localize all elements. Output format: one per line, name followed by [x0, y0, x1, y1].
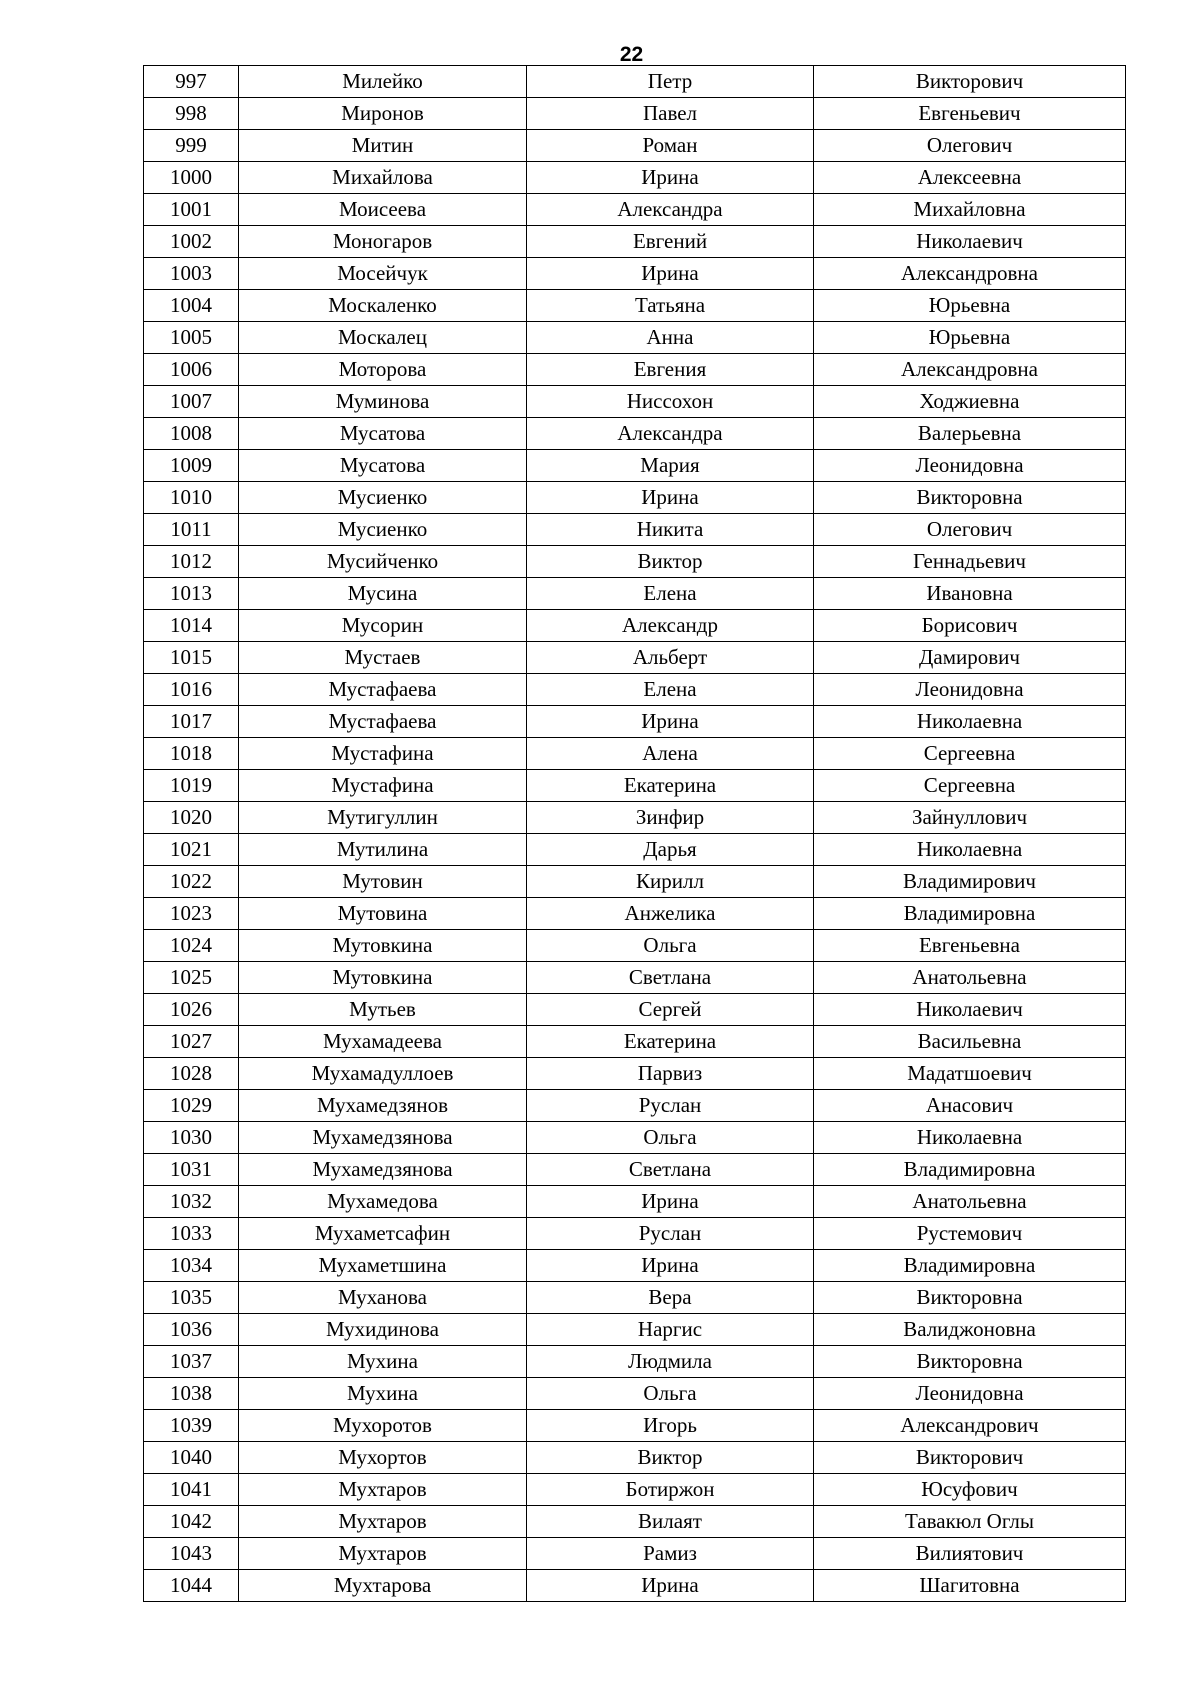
patronymic-cell: Анасович: [814, 1090, 1126, 1122]
first-name-cell: Елена: [527, 674, 814, 706]
surname-cell: Мухтаров: [239, 1474, 527, 1506]
patronymic-cell: Тавакюл Оглы: [814, 1506, 1126, 1538]
surname-cell: Мухамедова: [239, 1186, 527, 1218]
patronymic-cell: Викторовна: [814, 482, 1126, 514]
table-row: [144, 1570, 1126, 1602]
row-number-cell: 1031: [144, 1154, 239, 1186]
surname-cell: Мухортов: [239, 1442, 527, 1474]
row-number-cell: 1039: [144, 1410, 239, 1442]
row-number-cell: 1010: [144, 482, 239, 514]
surname-cell: Моторова: [239, 354, 527, 386]
patronymic-cell: Евгеньевна: [814, 930, 1126, 962]
table-row: [144, 290, 1126, 322]
row-number-cell: 1038: [144, 1378, 239, 1410]
patronymic-cell: Леонидовна: [814, 1378, 1126, 1410]
first-name-cell: Сергей: [527, 994, 814, 1026]
patronymic-cell: Викторович: [814, 1442, 1126, 1474]
table-row: [144, 1410, 1126, 1442]
first-name-cell: Екатерина: [527, 770, 814, 802]
surname-cell: Мухидинова: [239, 1314, 527, 1346]
first-name-cell: Ирина: [527, 1570, 814, 1602]
row-number-cell: 1041: [144, 1474, 239, 1506]
row-number-cell: 1005: [144, 322, 239, 354]
first-name-cell: Алена: [527, 738, 814, 770]
table-row: [144, 226, 1126, 258]
first-name-cell: Кирилл: [527, 866, 814, 898]
surname-cell: Мусийченко: [239, 546, 527, 578]
row-number-cell: 1022: [144, 866, 239, 898]
row-number-cell: 1042: [144, 1506, 239, 1538]
first-name-cell: Вилаят: [527, 1506, 814, 1538]
first-name-cell: Никита: [527, 514, 814, 546]
patronymic-cell: Александровна: [814, 354, 1126, 386]
table-row: [144, 546, 1126, 578]
first-name-cell: Ниссохон: [527, 386, 814, 418]
table-row: [144, 1442, 1126, 1474]
patronymic-cell: Владимирович: [814, 866, 1126, 898]
patronymic-cell: Анатольевна: [814, 1186, 1126, 1218]
row-number-cell: 1030: [144, 1122, 239, 1154]
row-number-cell: 1007: [144, 386, 239, 418]
patronymic-cell: Михайловна: [814, 194, 1126, 226]
patronymic-cell: Олегович: [814, 514, 1126, 546]
first-name-cell: Елена: [527, 578, 814, 610]
first-name-cell: Ирина: [527, 706, 814, 738]
row-number-cell: 1028: [144, 1058, 239, 1090]
first-name-cell: Ирина: [527, 258, 814, 290]
table-row: [144, 578, 1126, 610]
surname-cell: Мусатова: [239, 450, 527, 482]
first-name-cell: Парвиз: [527, 1058, 814, 1090]
row-number-cell: 1014: [144, 610, 239, 642]
surname-cell: Мустафина: [239, 738, 527, 770]
surname-cell: Мутовин: [239, 866, 527, 898]
first-name-cell: Мария: [527, 450, 814, 482]
surname-cell: Мухина: [239, 1378, 527, 1410]
row-number-cell: 1020: [144, 802, 239, 834]
surname-cell: Мухтаров: [239, 1506, 527, 1538]
first-name-cell: Анжелика: [527, 898, 814, 930]
row-number-cell: 1019: [144, 770, 239, 802]
patronymic-cell: Юрьевна: [814, 322, 1126, 354]
table-row: [144, 1026, 1126, 1058]
patronymic-cell: Сергеевна: [814, 770, 1126, 802]
first-name-cell: Ботиржон: [527, 1474, 814, 1506]
table-row: [144, 834, 1126, 866]
patronymic-cell: Дамирович: [814, 642, 1126, 674]
table-row: [144, 258, 1126, 290]
roster-body: [144, 66, 1126, 1602]
row-number-cell: 1004: [144, 290, 239, 322]
first-name-cell: Александра: [527, 194, 814, 226]
surname-cell: Мутьев: [239, 994, 527, 1026]
row-number-cell: 1027: [144, 1026, 239, 1058]
table-row: [144, 1090, 1126, 1122]
row-number-cell: 1011: [144, 514, 239, 546]
table-row: [144, 450, 1126, 482]
surname-cell: Мухамедзянова: [239, 1154, 527, 1186]
first-name-cell: Альберт: [527, 642, 814, 674]
first-name-cell: Людмила: [527, 1346, 814, 1378]
patronymic-cell: Шагитовна: [814, 1570, 1126, 1602]
patronymic-cell: Александрович: [814, 1410, 1126, 1442]
surname-cell: Мухина: [239, 1346, 527, 1378]
roster-table: [143, 65, 1126, 1602]
surname-cell: Мустафаева: [239, 674, 527, 706]
patronymic-cell: Викторовна: [814, 1282, 1126, 1314]
table-row: [144, 194, 1126, 226]
table-row: [144, 1538, 1126, 1570]
first-name-cell: Виктор: [527, 546, 814, 578]
table-row: [144, 930, 1126, 962]
row-number-cell: 1044: [144, 1570, 239, 1602]
surname-cell: Мосейчук: [239, 258, 527, 290]
patronymic-cell: Геннадьевич: [814, 546, 1126, 578]
table-row: [144, 386, 1126, 418]
first-name-cell: Игорь: [527, 1410, 814, 1442]
first-name-cell: Петр: [527, 66, 814, 98]
row-number-cell: 1036: [144, 1314, 239, 1346]
surname-cell: Мусатова: [239, 418, 527, 450]
first-name-cell: Ирина: [527, 482, 814, 514]
table-row: [144, 706, 1126, 738]
row-number-cell: 1008: [144, 418, 239, 450]
table-row: [144, 482, 1126, 514]
first-name-cell: Александр: [527, 610, 814, 642]
table-row: [144, 802, 1126, 834]
table-row: [144, 322, 1126, 354]
table-row: [144, 98, 1126, 130]
patronymic-cell: Владимировна: [814, 1250, 1126, 1282]
patronymic-cell: Зайнуллович: [814, 802, 1126, 834]
table-row: [144, 1250, 1126, 1282]
row-number-cell: 1032: [144, 1186, 239, 1218]
row-number-cell: 998: [144, 98, 239, 130]
row-number-cell: 1040: [144, 1442, 239, 1474]
table-row: [144, 770, 1126, 802]
row-number-cell: 999: [144, 130, 239, 162]
patronymic-cell: Владимировна: [814, 898, 1126, 930]
table-row: [144, 514, 1126, 546]
patronymic-cell: Рустемович: [814, 1218, 1126, 1250]
surname-cell: Мухамадеева: [239, 1026, 527, 1058]
surname-cell: Мусина: [239, 578, 527, 610]
row-number-cell: 1009: [144, 450, 239, 482]
first-name-cell: Руслан: [527, 1218, 814, 1250]
surname-cell: Мутовкина: [239, 930, 527, 962]
first-name-cell: Зинфир: [527, 802, 814, 834]
patronymic-cell: Николаевич: [814, 226, 1126, 258]
table-row: [144, 418, 1126, 450]
patronymic-cell: Юрьевна: [814, 290, 1126, 322]
table-row: [144, 1058, 1126, 1090]
table-row: [144, 354, 1126, 386]
table-row: [144, 866, 1126, 898]
surname-cell: Мутилина: [239, 834, 527, 866]
first-name-cell: Александра: [527, 418, 814, 450]
surname-cell: Мустафаева: [239, 706, 527, 738]
surname-cell: Миронов: [239, 98, 527, 130]
surname-cell: Мухаметсафин: [239, 1218, 527, 1250]
patronymic-cell: Валерьевна: [814, 418, 1126, 450]
table-row: [144, 994, 1126, 1026]
first-name-cell: Наргис: [527, 1314, 814, 1346]
surname-cell: Мутовкина: [239, 962, 527, 994]
surname-cell: Милейко: [239, 66, 527, 98]
surname-cell: Москаленко: [239, 290, 527, 322]
row-number-cell: 1013: [144, 578, 239, 610]
table-row: [144, 1186, 1126, 1218]
first-name-cell: Евгений: [527, 226, 814, 258]
patronymic-cell: Николаевна: [814, 706, 1126, 738]
page-number: 22: [619, 43, 644, 66]
surname-cell: Мутигуллин: [239, 802, 527, 834]
first-name-cell: Ольга: [527, 1122, 814, 1154]
row-number-cell: 1034: [144, 1250, 239, 1282]
row-number-cell: 1037: [144, 1346, 239, 1378]
table-row: [144, 610, 1126, 642]
first-name-cell: Ольга: [527, 930, 814, 962]
first-name-cell: Светлана: [527, 962, 814, 994]
table-row: [144, 130, 1126, 162]
table-row: [144, 1282, 1126, 1314]
patronymic-cell: Сергеевна: [814, 738, 1126, 770]
surname-cell: Мухамадуллоев: [239, 1058, 527, 1090]
surname-cell: Муханова: [239, 1282, 527, 1314]
table-row: [144, 1314, 1126, 1346]
first-name-cell: Ирина: [527, 1186, 814, 1218]
surname-cell: Мухаметшина: [239, 1250, 527, 1282]
table-row: [144, 1154, 1126, 1186]
surname-cell: Моногаров: [239, 226, 527, 258]
table-row: [144, 162, 1126, 194]
patronymic-cell: Ходжиевна: [814, 386, 1126, 418]
patronymic-cell: Леонидовна: [814, 674, 1126, 706]
row-number-cell: 1035: [144, 1282, 239, 1314]
row-number-cell: 1021: [144, 834, 239, 866]
table-row: [144, 1122, 1126, 1154]
patronymic-cell: Викторовна: [814, 1346, 1126, 1378]
patronymic-cell: Валиджоновна: [814, 1314, 1126, 1346]
first-name-cell: Светлана: [527, 1154, 814, 1186]
table-row: [144, 1506, 1126, 1538]
table-row: [144, 898, 1126, 930]
first-name-cell: Павел: [527, 98, 814, 130]
row-number-cell: 1001: [144, 194, 239, 226]
surname-cell: Мухтарова: [239, 1570, 527, 1602]
patronymic-cell: Ивановна: [814, 578, 1126, 610]
table-row: [144, 66, 1126, 98]
patronymic-cell: Анатольевна: [814, 962, 1126, 994]
first-name-cell: Анна: [527, 322, 814, 354]
row-number-cell: 1017: [144, 706, 239, 738]
surname-cell: Мутовина: [239, 898, 527, 930]
patronymic-cell: Владимировна: [814, 1154, 1126, 1186]
surname-cell: Москалец: [239, 322, 527, 354]
surname-cell: Мустаев: [239, 642, 527, 674]
patronymic-cell: Васильевна: [814, 1026, 1126, 1058]
row-number-cell: 1003: [144, 258, 239, 290]
row-number-cell: 1026: [144, 994, 239, 1026]
patronymic-cell: Евгеньевич: [814, 98, 1126, 130]
surname-cell: Мусиенко: [239, 482, 527, 514]
row-number-cell: 1033: [144, 1218, 239, 1250]
patronymic-cell: Викторович: [814, 66, 1126, 98]
first-name-cell: Евгения: [527, 354, 814, 386]
first-name-cell: Татьяна: [527, 290, 814, 322]
surname-cell: Мухамедзянова: [239, 1122, 527, 1154]
table-row: [144, 738, 1126, 770]
row-number-cell: 1015: [144, 642, 239, 674]
row-number-cell: 1024: [144, 930, 239, 962]
surname-cell: Муминова: [239, 386, 527, 418]
patronymic-cell: Юсуфович: [814, 1474, 1126, 1506]
table-row: [144, 1346, 1126, 1378]
first-name-cell: Ирина: [527, 162, 814, 194]
surname-cell: Мухамедзянов: [239, 1090, 527, 1122]
first-name-cell: Ирина: [527, 1250, 814, 1282]
first-name-cell: Вера: [527, 1282, 814, 1314]
row-number-cell: 1016: [144, 674, 239, 706]
table-row: [144, 1474, 1126, 1506]
row-number-cell: 1025: [144, 962, 239, 994]
patronymic-cell: Леонидовна: [814, 450, 1126, 482]
first-name-cell: Виктор: [527, 1442, 814, 1474]
first-name-cell: Рамиз: [527, 1538, 814, 1570]
row-number-cell: 1043: [144, 1538, 239, 1570]
patronymic-cell: Вилиятович: [814, 1538, 1126, 1570]
table-row: [144, 642, 1126, 674]
first-name-cell: Ольга: [527, 1378, 814, 1410]
patronymic-cell: Александровна: [814, 258, 1126, 290]
row-number-cell: 1002: [144, 226, 239, 258]
patronymic-cell: Мадатшоевич: [814, 1058, 1126, 1090]
row-number-cell: 1018: [144, 738, 239, 770]
surname-cell: Мухтаров: [239, 1538, 527, 1570]
first-name-cell: Дарья: [527, 834, 814, 866]
patronymic-cell: Олегович: [814, 130, 1126, 162]
surname-cell: Моисеева: [239, 194, 527, 226]
patronymic-cell: Николаевна: [814, 834, 1126, 866]
surname-cell: Мустафина: [239, 770, 527, 802]
first-name-cell: Екатерина: [527, 1026, 814, 1058]
row-number-cell: 1006: [144, 354, 239, 386]
surname-cell: Мусорин: [239, 610, 527, 642]
row-number-cell: 1029: [144, 1090, 239, 1122]
patronymic-cell: Николаевна: [814, 1122, 1126, 1154]
table-row: [144, 674, 1126, 706]
surname-cell: Михайлова: [239, 162, 527, 194]
row-number-cell: 1000: [144, 162, 239, 194]
patronymic-cell: Алексеевна: [814, 162, 1126, 194]
table-row: [144, 962, 1126, 994]
surname-cell: Мусиенко: [239, 514, 527, 546]
patronymic-cell: Борисович: [814, 610, 1126, 642]
patronymic-cell: Николаевич: [814, 994, 1126, 1026]
table-row: [144, 1218, 1126, 1250]
surname-cell: Мухоротов: [239, 1410, 527, 1442]
row-number-cell: 1023: [144, 898, 239, 930]
row-number-cell: 1012: [144, 546, 239, 578]
row-number-cell: 997: [144, 66, 239, 98]
table-row: [144, 1378, 1126, 1410]
first-name-cell: Роман: [527, 130, 814, 162]
surname-cell: Митин: [239, 130, 527, 162]
first-name-cell: Руслан: [527, 1090, 814, 1122]
